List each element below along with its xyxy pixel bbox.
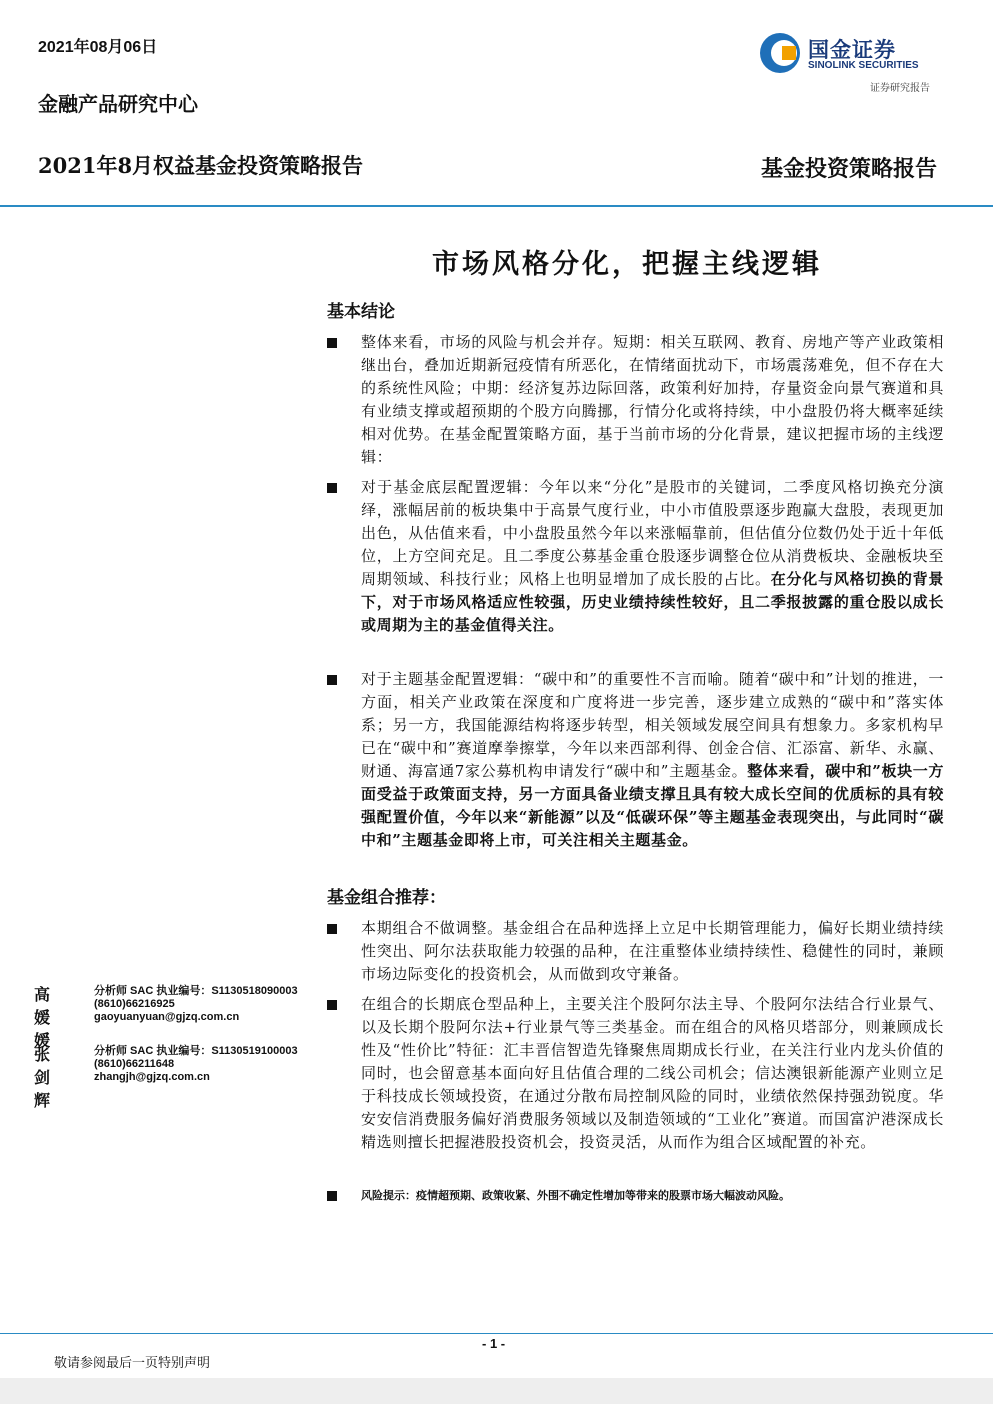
footer-notice: 敬请参阅最后一页特别声明 — [54, 1356, 211, 1371]
report-date: 2021年08月06日 — [38, 39, 158, 56]
list-item — [327, 917, 944, 986]
section-title-conclusion: 基本结论 — [327, 302, 395, 322]
footer-divider — [0, 1333, 993, 1334]
bullet-text-normal: 对于主题基金配置逻辑：“碳中和”的重要性不言而喻。随着“碳中和”计划的推进，一方面，相关产业政策在深度和广度将进一步完善，逐步建立成熟的“碳中和”落实体系；另一方，我国能源结构将逐步转型，相关领域发展空间具有想象力。多家机构早已在“碳中和”赛道摩拳擦掌，今年以来西部利得、创金合信、汇添富、新华、永赢、财通、海富通7家公募机构申请发行“碳中和”主题基金。 — [361, 670, 944, 780]
analyst-info — [94, 985, 298, 1024]
analyst-sac: 分析师 SAC 执业编号：S1130519100003 — [94, 1045, 298, 1057]
bullet-text — [361, 668, 944, 852]
bullet-text: 整体来看，市场的风险与机会并存。短期：相关互联网、教育、房地产等产业政策相继出台，叠加近期新冠疫情有所恶化，在情绪面扰动下，市场震荡难免，但不存在大的系统性风险；中期：经济复苏边际回落，政策利好加持，存量资金向景气赛道和具有业绩支撑或超预期的个股方向腾挪，行情分化或将持续，中小盘股仍将大概率延续相对优势。在基金配置策略方面，基于当前市场的分化背景，建议把握市场的主线逻辑： — [361, 333, 944, 466]
bottom-strip — [0, 1378, 993, 1404]
bullet-square-icon — [327, 675, 337, 685]
bullet-square-icon — [327, 483, 337, 493]
bullet-text: 在组合的长期底仓型品种上，主要关注个股阿尔法主导、个股阿尔法结合行业景气、以及长期个股阿尔法+行业景气等三类基金。而在组合的风格贝塔部分，则兼顾成长性及“性价比”特征：汇丰晋信智造先锋聚焦周期成长行业，在关注行业内龙头价值的同时，也会留意基本面向好且估值合理的二线公司机会；信达澳银新能源产业则立足于科技成长领域投资，在通过分散布局控制风险的同时，业绩依然保持强劲锐度。华安安信消费服务偏好消费服务领域以及制造领域的“工业化”赛道。而国富沪港深成长精选则擅长把握港股投资机会，投资灵活，从而作为组合区域配置的补充。 — [361, 995, 944, 1151]
bullet-square-icon — [327, 1000, 337, 1010]
list-item — [327, 331, 944, 469]
page-number: - 1 - — [482, 1336, 506, 1351]
logo-english-name: SINOLINK SECURITIES — [808, 60, 919, 71]
analyst-name: 张剑辉 — [34, 1045, 51, 1110]
bullet-square-icon — [327, 1191, 337, 1201]
research-center: 金融产品研究中心 — [38, 92, 198, 116]
list-item — [327, 476, 944, 637]
analyst-info — [94, 1045, 298, 1084]
analyst-phone: (8610)66211648 — [94, 1058, 175, 1070]
bullet-text: 本期组合不做调整。基金组合在品种选择上立足中长期管理能力，偏好长期业绩持续性突出、阿尔法获取能力较强的品种，在注重整体业绩持续性、稳健性的同时，兼顾市场边际变化的投资机会，从而做到攻守兼备。 — [361, 919, 944, 983]
risk-warning — [327, 1187, 944, 1205]
analyst-phone: (8610)66216925 — [94, 998, 175, 1010]
headline: 市场风格分化，把握主线逻辑 — [432, 249, 822, 280]
analyst-email[interactable]: gaoyuanyuan@gjzq.com.cn — [94, 1011, 240, 1023]
list-item — [327, 993, 944, 1154]
header-divider — [0, 205, 993, 207]
bullet-square-icon — [327, 924, 337, 934]
logo-subtitle: 证券研究报告 — [870, 83, 930, 94]
risk-text: 风险提示：疫情超预期、政策收紧、外围不确定性增加等带来的股票市场大幅波动风险。 — [361, 1189, 790, 1202]
analyst-name: 高媛媛 — [34, 985, 51, 1050]
report-type: 基金投资策略报告 — [760, 156, 937, 182]
section-title-portfolio: 基金组合推荐： — [327, 888, 446, 908]
bullet-text-emphasis: 在分化与风格切换的背景下，对于市场风格适应性较强，历史业绩持续性较好，且二季报披露的重仓股以成长或周期为主的基金值得关注。 — [361, 570, 944, 634]
report-title: 2021年8月权益基金投资策略报告 — [38, 153, 364, 178]
analyst-email[interactable]: zhangjh@gjzq.com.cn — [94, 1071, 210, 1083]
bullet-text-emphasis: 整体来看，碳中和”板块一方面受益于政策面支持，另一方面具备业绩支撑且具有较大成长空间的优质标的具有较强配置价值，今年以来“新能源”以及“低碳环保”等主题基金表现突出，与此同时“碳中和”主题基金即将上市，可关注相关主题基金。 — [361, 762, 945, 849]
bullet-text — [361, 476, 944, 637]
bullet-text-normal: 对于基金底层配置逻辑：今年以来“分化”是股市的关键词，二季度风格切换充分演绎，涨幅居前的板块集中于高景气度行业，中小市值股票逐步跑赢大盘股，表现更加出色，从估值来看，中小盘股虽然今年以来涨幅靠前，但估值分位数仍处于近十年低位，上方空间充足。且二季度公募基金重仓股逐步调整仓位从消费板块、金融板块至周期领域、科技行业；风格上也明显增加了成长股的占比。 — [361, 478, 944, 588]
bullet-square-icon — [327, 338, 337, 348]
analyst-sac: 分析师 SAC 执业编号：S1130518090003 — [94, 985, 298, 997]
list-item — [327, 668, 944, 852]
logo-chinese-name: 国金证券 — [808, 39, 896, 62]
